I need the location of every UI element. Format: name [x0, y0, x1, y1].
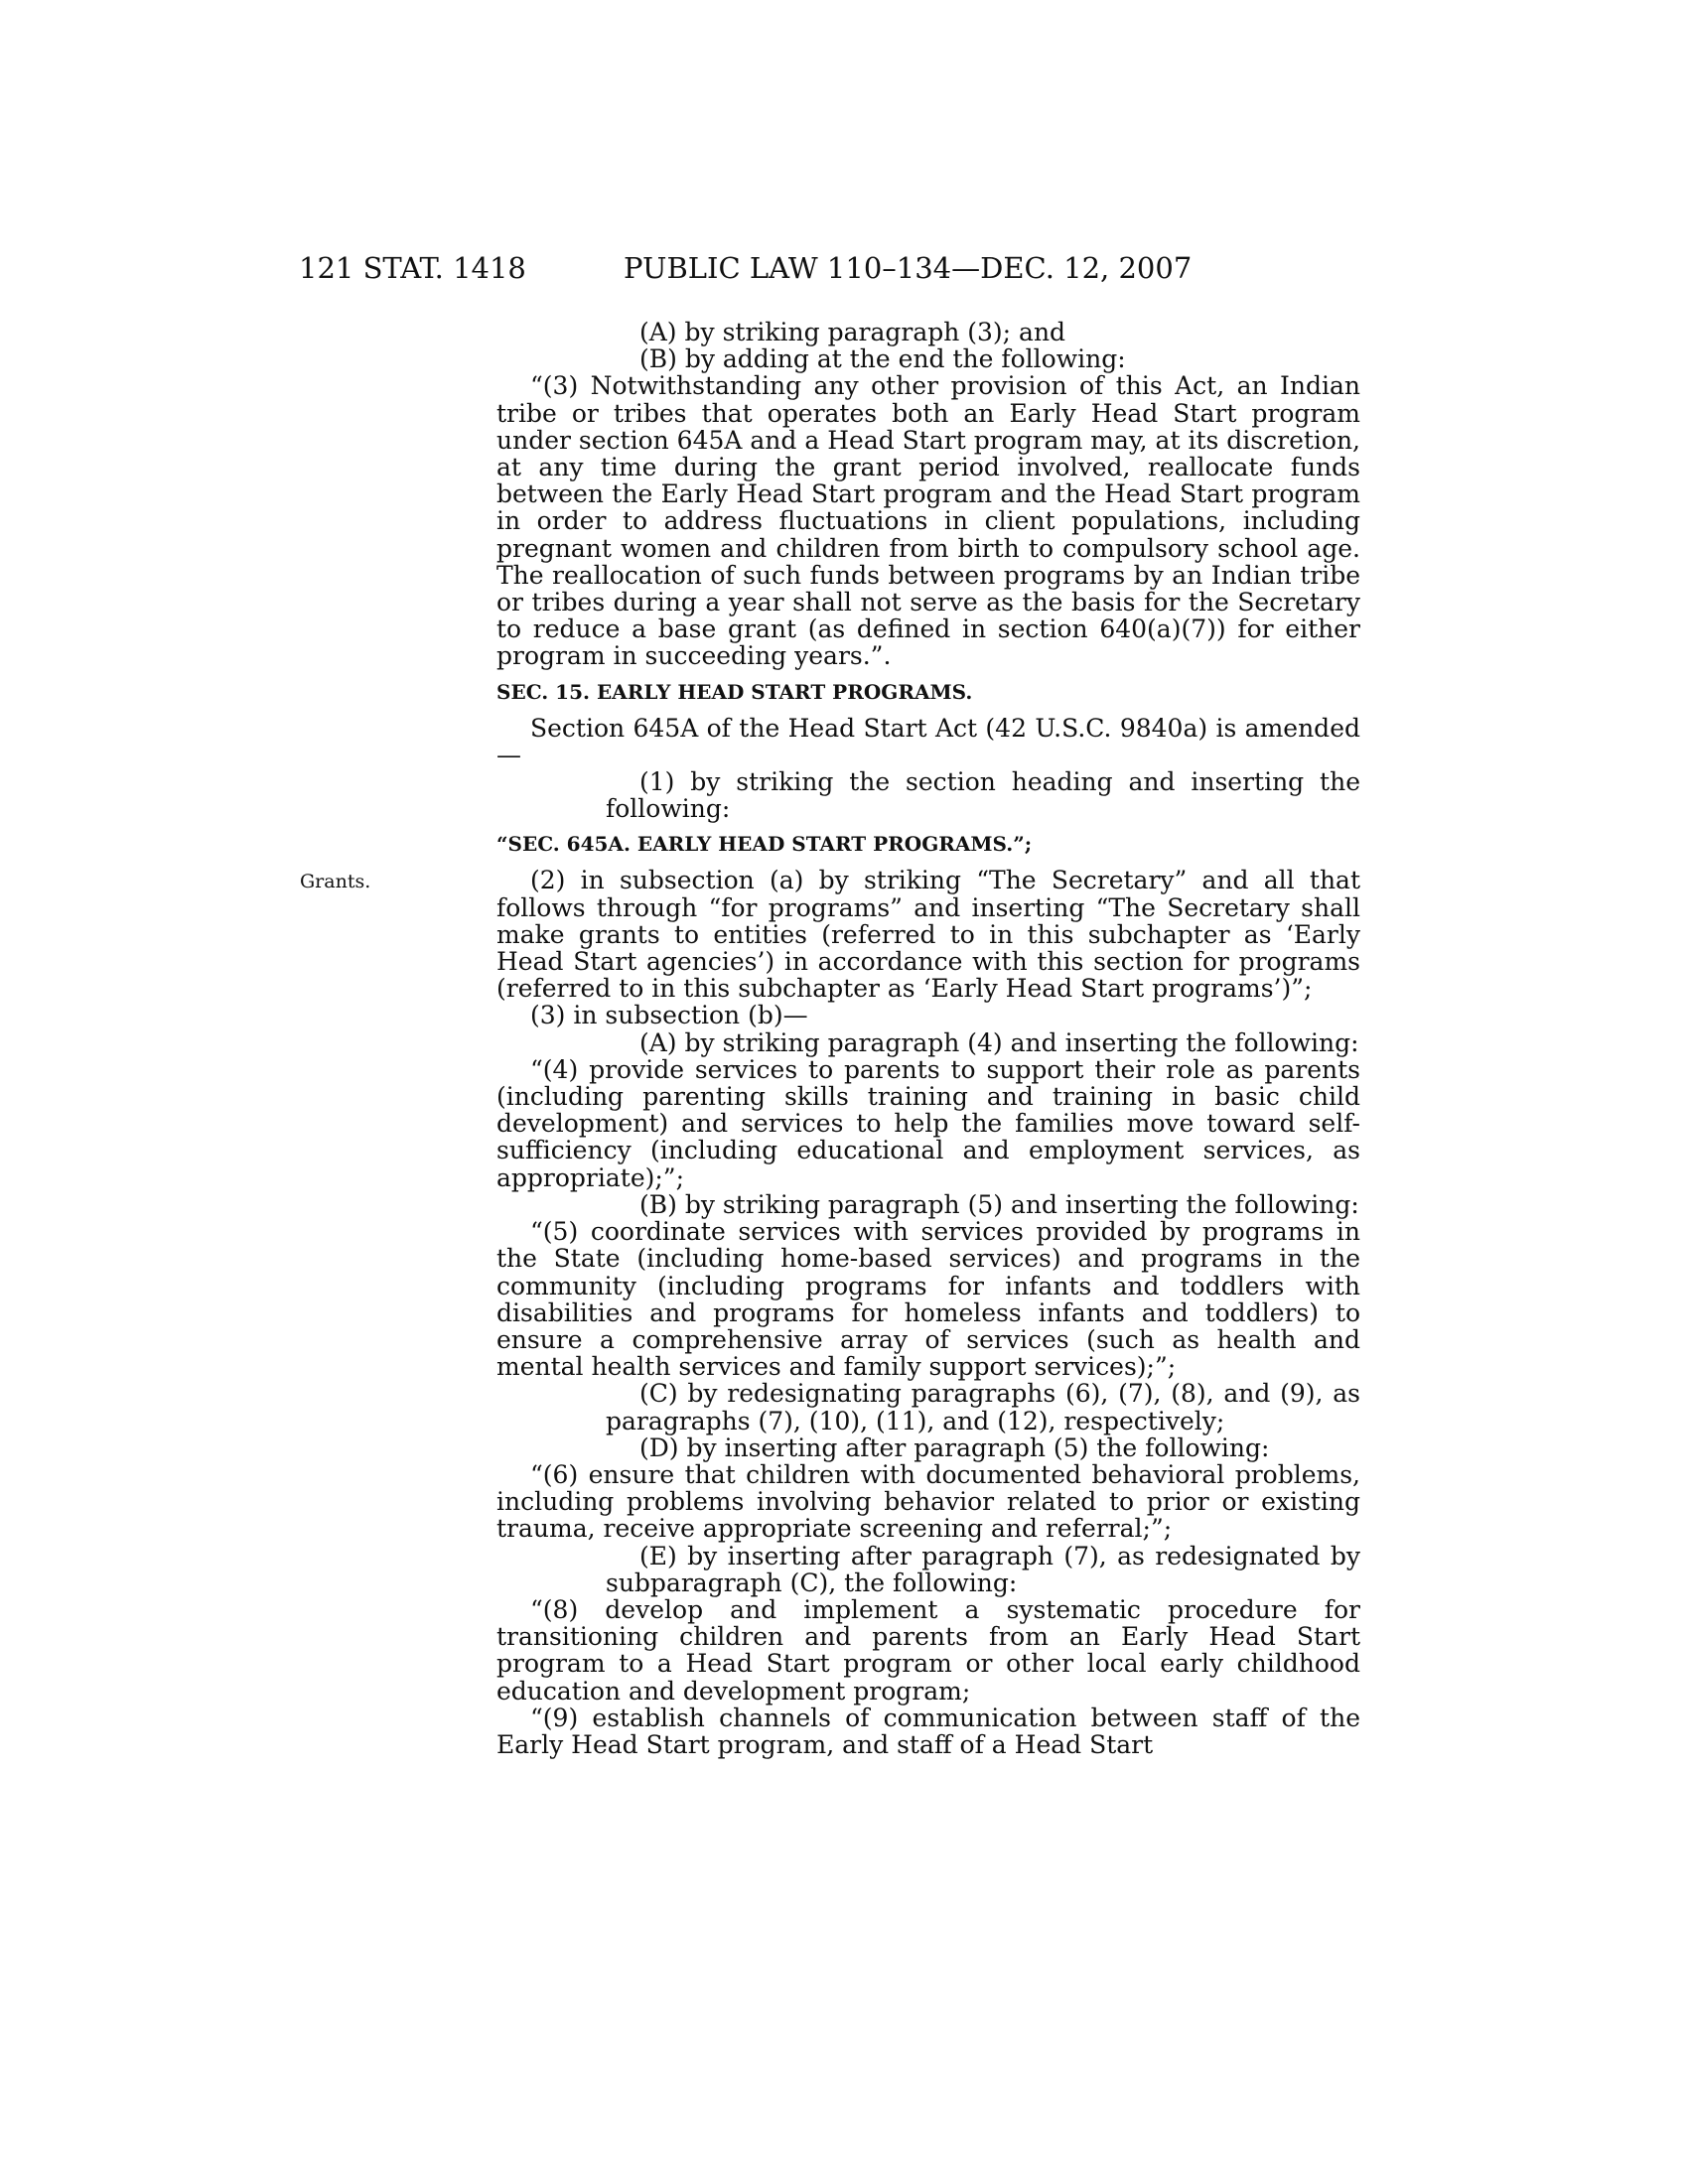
paragraph: (C) by redesignating paragraphs (6), (7), (8), and (9), as paragraphs (7), (10), (11), and (12), respectively;: [606, 1379, 1360, 1435]
paragraph: “(3) Notwithstanding any other provision of this Act, an Indian tribe or tribes that operates both an Early Head Start program under section 645A and a Head Start program may, at its discretion, at any time during the grant period involved, reallocate funds between the Early Head Start program and the Head Start program in order to address fluctuations in client populations, including pregnant women and children from birth to compulsory school age. The reallocation of such funds between programs by an Indian tribe or tribes during a year shall not serve as the basis for the Secretary to reduce a base grant (as defined in section 640(a)(7)) for either program in succeeding years.”.: [496, 371, 1360, 671]
paragraph: (B) by adding at the end the following:: [639, 344, 1126, 374]
paragraph: (A) by striking paragraph (3); and: [639, 318, 1066, 346]
paragraph: “(8) develop and implement a systematic procedure for transitioning children and parents from an Early Head Start program to a Head Start program or other local early childhood education and development program;: [496, 1594, 1360, 1706]
section-heading: “SEC. 645A. EARLY HEAD START PROGRAMS.”;: [496, 832, 1033, 857]
body-text: [496, 319, 1360, 1758]
paragraph: Section 645A of the Head Start Act (42 U.S.C. 9840a) is amended—: [496, 713, 1360, 769]
paragraph: (B) by striking paragraph (5) and inserting the following:: [639, 1189, 1359, 1219]
statute-page-number: 121 STAT. 1418: [299, 251, 526, 285]
section-heading: SEC. 15. EARLY HEAD START PROGRAMS.: [496, 679, 973, 704]
paragraph: (A) by striking paragraph (4) and inserting the following:: [639, 1027, 1359, 1057]
paragraph: (1) by striking the section heading and inserting the following:: [606, 767, 1360, 824]
page-header: [299, 248, 1212, 288]
paragraph: “(6) ensure that children with documented behavioral problems, including problems involving behavior related to prior or existing trauma, receive appropriate screening and referral;”;: [496, 1459, 1360, 1544]
public-law-title: PUBLIC LAW 110–134—DEC. 12, 2007: [624, 251, 1193, 285]
paragraph: (E) by inserting after paragraph (7), as redesignated by subparagraph (C), the following:: [606, 1541, 1360, 1597]
paragraph: “(5) coordinate services with services provided by programs in the State (including home-based services) and programs in the community (including programs for infants and toddlers with disabilities and programs for homeless infants and toddlers) to ensure a comprehensive array of services (such as health and mental health services and family support services);”;: [496, 1217, 1360, 1382]
paragraph: (2) in subsection (a) by striking “The Secretary” and all that follows through “for programs” and inserting “The Secretary shall make grants to entities (referred to in this subchapter as ‘Early Head Start agencies’) in accordance with this section for programs (referred to in this subchapter as ‘Early Head Start programs’)”;: [496, 866, 1360, 1004]
paragraph: “(9) establish channels of communication between staff of the Early Head Start program, and staff of a Head Start: [496, 1703, 1360, 1759]
margin-note: Grants.: [300, 871, 371, 892]
paragraph: (D) by inserting after paragraph (5) the following:: [639, 1433, 1270, 1462]
paragraph: (3) in subsection (b)—: [530, 1001, 808, 1030]
paragraph: “(4) provide services to parents to support their role as parents (including parenting skills training and training in basic child development) and services to help the families move toward self-sufficiency (including educational and employment services, as appropriate);”;: [496, 1054, 1360, 1192]
